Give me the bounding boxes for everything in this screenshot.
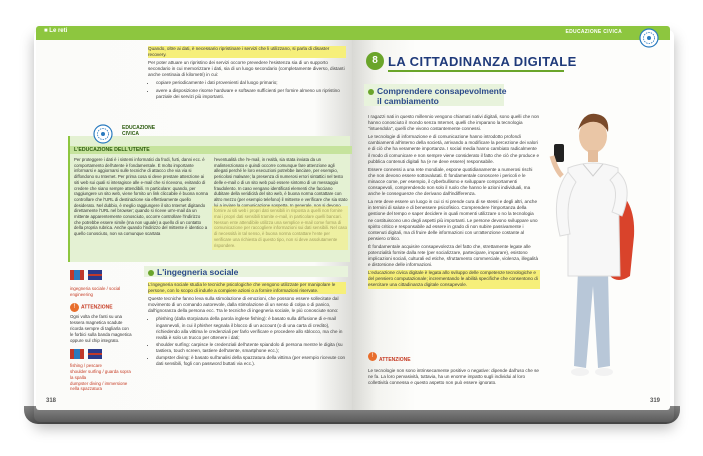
left-sidebar [70,268,132,392]
technique-shoulder-surfing: • shoulder surfing: carpisce le credenziali dell'utente spiandolo di persona mentre le digita (su tastiera, touch screen, tastiere dell'utente, smartphone ecc.); [156,342,346,354]
civic-badge-line2: CIVICA [122,130,139,137]
sidebar-term-fishing: fishing / pescare [70,363,102,369]
civic-badge-label [122,126,155,137]
section-bullet-icon [368,89,374,95]
teen-with-smartphone-photo [538,86,648,386]
running-head-left: ■ Le reti [44,28,68,34]
social-engineering-paragraph: Queste tecniche fanno leva sulla stimolazione di emozioni, che possono essere sollecitate dal movimento di un comando autorevole, dalla stimolazione di un senso di colpa o di panico, dall'ignoranza della persona ecc. Tra le tecniche di ingegneria sociale, le più conosciute sono: [148,296,339,314]
running-head-right: EDUCAZIONE CIVICA [565,29,622,35]
intro-bullet: • copiare periodicamente i dati provenienti dal luogo primario; [156,80,346,86]
chapter-underline [388,70,564,72]
section-title-line1: Comprendere consapevolmente [377,86,507,96]
body-paragraph: Essere connessi a una rete mondiale, espone quotidianamente a numerosi rischi che non devono essere sottovalutati. È fondamentale conoscere i pericoli e le minacce come, per esempio, il cyberbullismo e sviluppare comportamenti consapevoli, comprendendo non solo il ruolo che hanno le azioni individuali, ma anche le conseguenze che derivano dall'indifferenza. [368,166,533,197]
left-page-number: 318 [46,398,57,404]
section-title-social-engineering [148,267,238,277]
civic-box-column-1: Per proteggere i dati è i sistemi informatici da frodi, furti, danni ecc. è comportamento dell'utente è fondamentale. È molto importante informarsi e aggiornarsi sulle tecniche di attacco che via via si diffondono su Internet. Per prima cosa si deve prestare attenzione ai siti web sui quali si interagisce alle e-mail che si ricevono, evitando di credere che siano sempre attendibili. In particolare: quando, per raggiungere un sito web, viene fornito un link cliccabile è buona norma controllare che l'URL di destinazione sia effettivamente quello desiderato. Nel dubbio, è meglio raggiungere il sito Internet digitando direttamente l'URL nel browser; quando si riceve un'e-mail da un mittente apparentemente conosciuto, occorre controllare l'indirizzo che potrebbe essere simile (ma non uguale) a quello di un contatto della propria rubrica. Anche quando l'indirizzo del mittente è identico a quello conosciuto, non va comunque scartata [74,157,209,237]
intro-bullet: • avere a disposizione risorse hardware e software sufficienti per fornire almeno un ripristino parziale dei servizi più importanti. [156,88,346,100]
attention-heading-right [368,348,648,366]
chapter-title: LA CITTADINANZA DIGITALE [388,54,577,69]
flag-icons-2 [70,347,104,361]
technique-dumpster-diving: • dumpster diving: è basato sull'analisi della spazzatura della vittima (per esempio ricevute con dati sensibili, fogli con password buttati via ecc.). [156,355,346,367]
body-paragraph: Le tecnologie di informazione e di comunicazione hanno introdotto profondi cambiamenti all'interno della società, arrivando a modificare la percezione dei valori e di ciò che ha veramente importanza. I social media hanno cambiato radicalmente il modo di comunicare e non sempre viene considerato il fatto che ciò che produce e pubblica contenuti digitali ha (e ne deve essere) responsabile. [368,134,540,164]
civic-rosette-icon [88,124,118,144]
section-bullet-icon [148,270,154,276]
body-paragraph: La rete deve essere un luogo in cui ci si prende cura di se stessi e degli altri, anche in termini di salute e di benessere psicofisico. Comprendere l'importanza della gestione del tempo e saper decidere in quali momenti utilizzare o no la tecnologia ne costituiscono uno degli aspetti più importanti. Le persone devono sviluppare uno spirito critico e responsabile ad essere in grado di non subire passivamente i contenuti digitali, ma di fruire delle informazioni con un'attenzione costante al pensiero critico. [368,199,538,241]
section-title-text: L'ingegneria sociale [157,267,239,277]
sidebar-term-social-engineering: ingegneria sociale / social engineering [70,285,121,297]
body-paragraph: I ragazzi nati in questo millennio vengono chiamati nativi digitali, sono quelli che non hanno conosciuto il mondo senza Internet, quelli che imparano la tecnologia "intuendola", quelli che vivono costantemente connessi. [368,114,540,132]
chapter-number: 8 [366,52,384,70]
technique-phishing: • phishing (dalla storpiatura della parola inglese fishing): è basato sulla diffusione di e-mail ingannevoli, in cui il phisher segnala il blocco di un account (o di una carta di credito), richiedendo alla vittima le credenziali per farlo verificare e procedere allo sblocco, ma che in realtà è solo un trucco per ottenere i dati; [156,316,346,340]
flag-icons [70,268,104,282]
left-page [36,26,352,410]
intro-paragraph-2: Per poter attuare un ripristino dei servizi occorre prevedere l'esistenza sia di un supporto secondario in cui memorizzare i dati, sia di un luogo secondario (completamente diverso, distanti anche centinaia di kilometri) in cui: [148,60,345,78]
right-page-number: 319 [649,398,660,404]
running-head-text: Le reti [49,28,68,34]
right-page-body [368,114,540,291]
attention-icon: ! [368,352,377,361]
sidebar-attention-heading [70,303,132,312]
civic-badge-line1: EDUCAZIONE [122,125,156,131]
highlight-patch [212,206,348,250]
intro-block [148,46,346,101]
sidebar-term-shoulder-surfing: shoulder surfing / guarda sopra la spalla [70,368,131,380]
section-title-understanding [368,86,506,106]
body-paragraph: È fondamentale acquisire consapevolezza del fatto che, strettamente legate alle potenzialità fornite dalla rete (per socializzare, partecipare, imparare), esistono implicazioni sociali, culturali ed etiche, sfruttamento commerciale, violenza, illegalità e distorsione delle informazioni. [368,243,539,268]
body-paragraph-highlight: L'educazione civica digitale è legata allo sviluppo delle competenze tecnologiche e del pensiero computazionale; incrementando le abilità specifiche che consentono di esercitare una cittadinanza digitale consapevole. [368,270,540,288]
intro-paragraph: Quando, oltre ai dati, è necessario ripristinare i servizi che li utilizzano, si parla di disaster recovery. [148,46,346,58]
social-engineering-definition: L'ingegneria sociale studia le tecniche psicologiche che vengono utilizzate per manipolare le persone, con lo scopo di indurle a compiere azioni o a fornire informazioni riservate. [148,282,346,294]
sidebar-term-dumpster-diving: dumpster diving / immersione nella spazzatura [70,380,128,392]
sidebar-attention-text: Ogni volta che fanti su una tessera magnetica scadute ricorda sempre di tagliarla con le forbici sulla banda magnetica oppure sul chip integrato. [70,314,132,343]
attention-block-right [368,348,648,386]
right-page-header [352,26,670,40]
civic-box-heading: L'EDUCAZIONE DELL'UTENTE [70,146,352,154]
attention-text-right: Le tecnologie non sono intrinsecamente positive o negative: dipende dall'uso che se ne fa. La loro pervasività, tuttavia, ha un enorme impatto sugli individui al loro collettività connessa e questo aspetto non può essere ignorato. [368,368,539,386]
attention-label: ATTENZIONE [379,357,411,363]
attention-icon: ! [70,303,79,312]
section-title-line2: il cambiamento [377,96,439,106]
attention-label: ATTENZIONE [81,305,113,312]
civic-rosette-icon-right [634,28,664,48]
social-engineering-body [148,282,346,368]
right-page [352,26,670,410]
civic-box-column-2: l'eventualità che l'e-mail, in realtà, sia stata inviata da un malintenzionato e quindi occorre comunque fare attenzione agli allegati perché le loro esecuzioni potrebbe lanciare, per esempio, pericolosi malware; la presenza di numerosi errori sintattici nel testo delle e-mail o di un sito web può essere sintomo di un messaggio fraudolento. In caso vengano identificati elementi che facciano dubitare della veridicità del sito web, è buona norma contattare con altro mezzo (per esempio telefono) il mittente e verificare che sia stato [214,157,348,202]
left-page-header [36,26,352,40]
